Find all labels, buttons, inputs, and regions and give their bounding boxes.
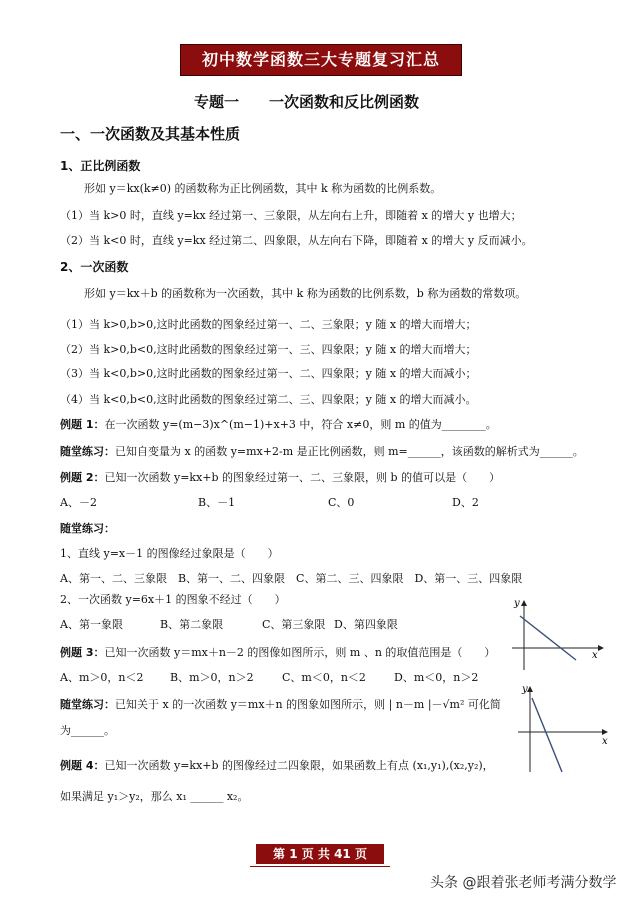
page-number: 第 1 页 共 41 页 bbox=[256, 844, 384, 864]
example-4-line2: 如果满足 y₁＞y₂，那么 x₁ ______ x₂。 bbox=[60, 790, 249, 803]
example-2-option-a: A、－2 bbox=[60, 496, 97, 509]
example-3-option-c: C、m＜0，n＜2 bbox=[282, 671, 366, 684]
example-2 bbox=[60, 469, 500, 485]
example-2-option-c: C、0 bbox=[328, 496, 355, 509]
graph-example-3 bbox=[506, 596, 606, 674]
property-k-positive: （1）当 k>0 时，直线 y=kx 经过第一、三象限，从左向右上升，即随着 x 的增大 y 也增大； bbox=[60, 209, 522, 222]
footer-rule bbox=[250, 866, 390, 867]
x-axis-arrow bbox=[598, 645, 604, 651]
function-line bbox=[520, 616, 576, 660]
practice-1 bbox=[60, 443, 584, 459]
watermark: 头条 @跟着张老师考满分数学 bbox=[430, 875, 617, 891]
practice-2-option-a: A、第一象限 bbox=[60, 618, 123, 631]
practice-2-question-2: 2、一次函数 y=6x＋1 的图象不经过（ ） bbox=[60, 593, 286, 606]
example-3-option-d: D、m＜0，n＞2 bbox=[394, 671, 479, 684]
graph-practice-3 bbox=[514, 682, 614, 774]
practice-3 bbox=[60, 696, 501, 712]
y-label: y bbox=[514, 598, 520, 609]
example-3-option-b: B、m＞0，n＞2 bbox=[170, 671, 254, 684]
practice-2-label: 随堂练习： bbox=[60, 522, 115, 535]
practice-label: 随堂练习： bbox=[60, 445, 115, 458]
topic-title: 专题一 一次函数和反比例函数 bbox=[194, 93, 420, 111]
example-label: 例题 2： bbox=[60, 471, 105, 484]
case-2: （2）当 k>0,b<0,这时此函数的图象经过第一、三、四象限；y 随 x 的增大而增大； bbox=[60, 343, 477, 356]
example-text: 已知一次函数 y＝mx＋n－2 的图像如图所示，则 m 、n 的取值范围是（ ） bbox=[104, 646, 496, 659]
subsection-heading-direct-proportion: 1、正比例函数 bbox=[60, 159, 141, 173]
practice-2-option-c: C、第三象限 bbox=[262, 618, 326, 631]
x-label: x bbox=[602, 736, 608, 747]
practice-2-option-d: D、第四象限 bbox=[334, 618, 398, 631]
case-1: （1）当 k>0,b>0,这时此函数的图象经过第一、二、三象限；y 随 x 的增大而增大； bbox=[60, 318, 477, 331]
example-1 bbox=[60, 416, 497, 432]
example-label: 例题 4： bbox=[60, 759, 105, 772]
practice-3-line2: 为______。 bbox=[60, 724, 115, 737]
y-label: y bbox=[522, 684, 528, 695]
property-k-negative: （2）当 k<0 时，直线 y=kx 经过第二、四象限，从左向右下降，即随着 x 的增大 y 反而减小。 bbox=[60, 234, 533, 247]
example-2-option-d: D、2 bbox=[452, 496, 479, 509]
function-line bbox=[532, 698, 562, 772]
document-banner: 初中数学函数三大专题复习汇总 bbox=[180, 44, 462, 76]
direct-proportion-definition: 形如 y＝kx(k≠0) 的函数称为正比例函数，其中 k 称为函数的比例系数。 bbox=[84, 182, 442, 195]
practice-label: 随堂练习： bbox=[60, 698, 115, 711]
linear-function-definition: 形如 y＝kx＋b 的函数称为一次函数，其中 k 称为函数的比例系数，b 称为函数的常数项。 bbox=[84, 287, 527, 300]
case-4: （4）当 k<0,b<0,这时此函数的图象经过第二、三、四象限；y 随 x 的增大而减小。 bbox=[60, 393, 477, 406]
subsection-heading-linear-function: 2、一次函数 bbox=[60, 260, 129, 274]
example-text: 已知一次函数 y=kx+b 的图象经过第一、二、三象限，则 b 的值可以是（ ） bbox=[104, 471, 501, 484]
example-text: 已知一次函数 y=kx+b 的图像经过二四象限，如果函数上有点 (x₁,y₁),(x₂,y₂)， bbox=[104, 759, 494, 772]
section-heading: 一、一次函数及其基本性质 bbox=[60, 125, 241, 143]
example-2-option-b: B、－1 bbox=[198, 496, 236, 509]
practice-2-question-1-options: A、第一、二、三象限 B、第一、二、四象限 C、第二、三、四象限 D、第一、三、四象限 bbox=[60, 572, 523, 585]
y-axis-arrow bbox=[527, 686, 533, 692]
example-3 bbox=[60, 644, 495, 660]
example-text: 在一次函数 y=(m−3)x^(m−1)+x+3 中，符合 x≠0，则 m 的值为________。 bbox=[104, 418, 497, 431]
case-3: （3）当 k<0,b>0,这时此函数的图象经过第一、二、四象限；y 随 x 的增大而减小； bbox=[60, 367, 477, 380]
example-label: 例题 3： bbox=[60, 646, 105, 659]
practice-2-question-1: 1、直线 y=x－1 的图像经过象限是（ ） bbox=[60, 547, 279, 560]
x-label: x bbox=[592, 650, 598, 661]
practice-2-option-b: B、第二象限 bbox=[160, 618, 224, 631]
practice-text: 已知自变量为 x 的函数 y=mx+2-m 是正比例函数，则 m=______，该函数的解析式为______。 bbox=[115, 445, 584, 458]
example-3-option-a: A、m＞0，n＜2 bbox=[60, 671, 144, 684]
x-axis-arrow bbox=[602, 729, 608, 735]
example-4 bbox=[60, 757, 494, 773]
practice-text: 已知关于 x 的一次函数 y＝mx＋n 的图象如图所示，则 | n－m |－√m² 可化简 bbox=[115, 698, 501, 711]
example-label: 例题 1： bbox=[60, 418, 105, 431]
y-axis-arrow bbox=[521, 600, 527, 606]
